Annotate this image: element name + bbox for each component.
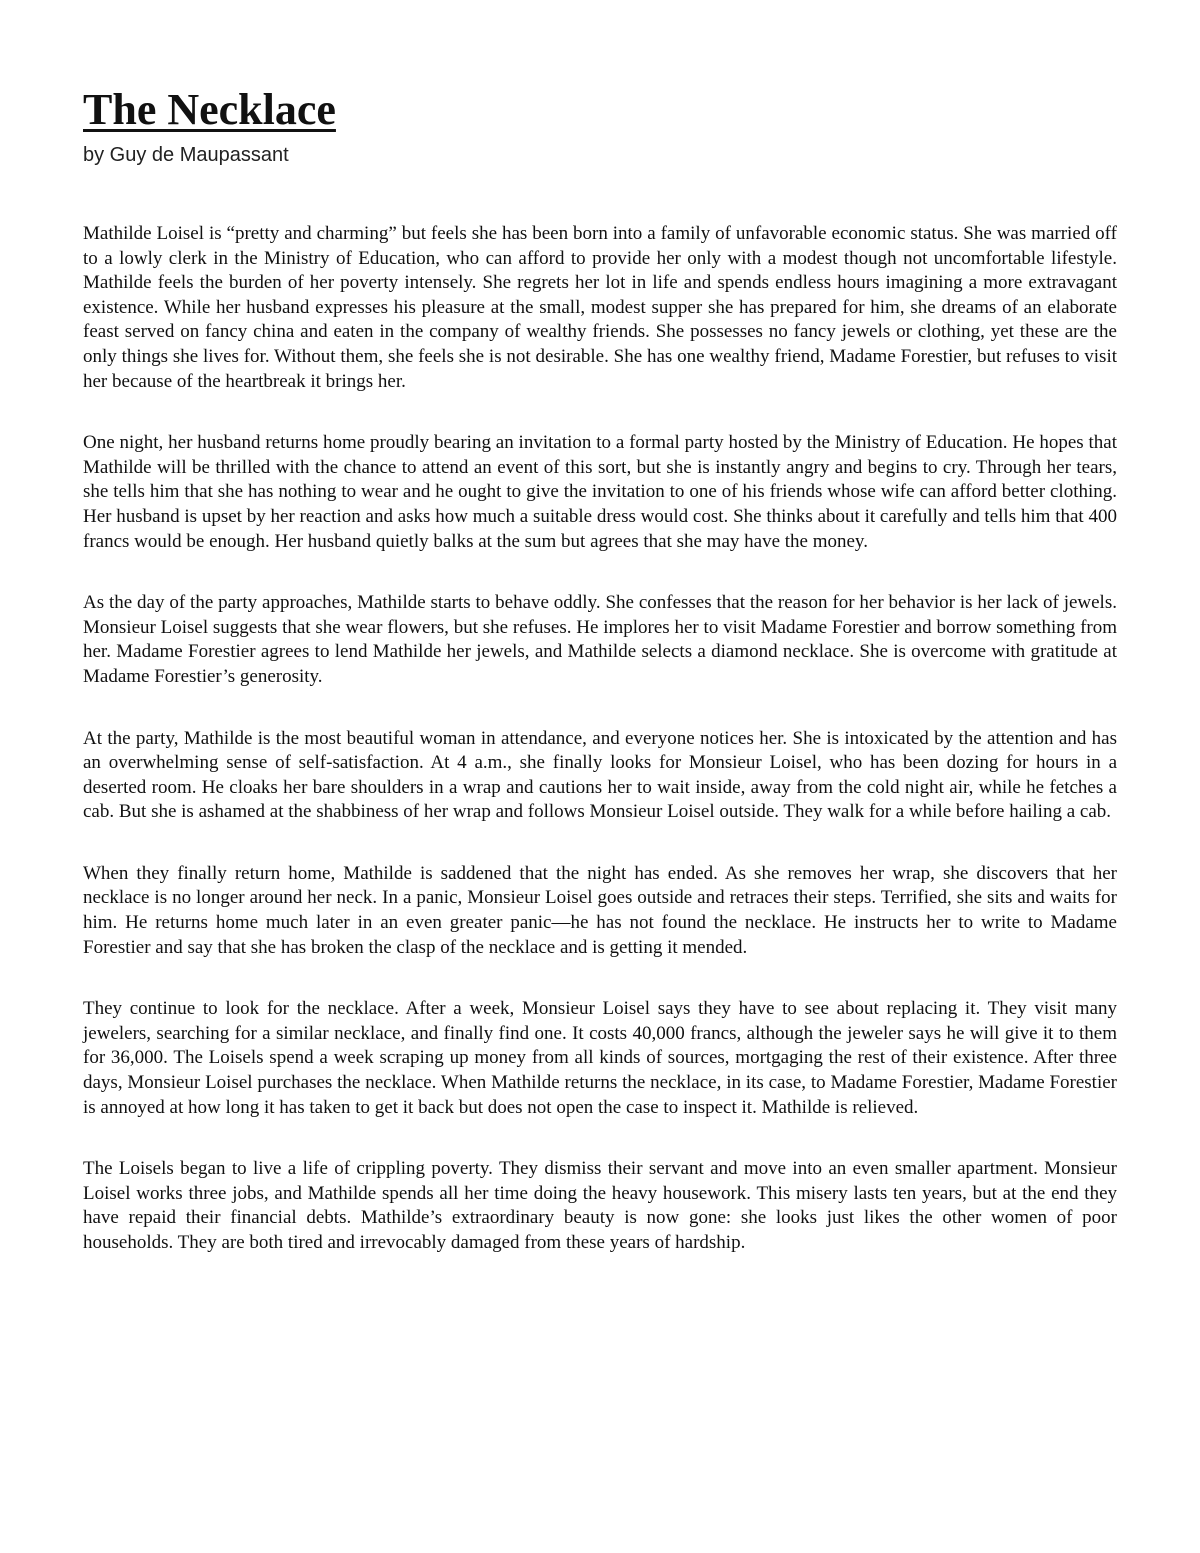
document-byline: by Guy de Maupassant bbox=[83, 144, 289, 166]
paragraph: They continue to look for the necklace. After a week, Monsieur Loisel says they have to see about replacing it. They visit many jewelers, searching for a similar necklace, and finally find one. It costs 40,000 francs, although the jeweler says he will give it to them for 36,000. The Loisels spend a week scraping up money from all kinds of sources, mortgaging the rest of their existence. After three days, Monsieur Loisel purchases the necklace. When Mathilde returns the necklace, in its case, to Madame Forestier, Madame Forestier is annoyed at how long it has taken to get it back but does not open the case to inspect it. Mathilde is relieved. bbox=[83, 998, 1117, 1118]
paragraph: As the day of the party approaches, Mathilde starts to behave oddly. She confesses that the reason for her behavior is her lack of jewels. Monsieur Loisel suggests that she wear flowers, but she refuses. He implores her to visit Madame Forestier and borrow something from her. Madame Forestier agrees to lend Mathilde her jewels, and Mathilde selects a diamond necklace. She is overcome with gratitude at Madame Forestier’s generosity. bbox=[83, 592, 1117, 687]
document-page bbox=[83, 84, 1117, 1293]
document-title: The Necklace bbox=[83, 85, 336, 134]
paragraph: When they finally return home, Mathilde is saddened that the night has ended. As she removes her wrap, she discovers that her necklace is no longer around her neck. In a panic, Monsieur Loisel goes outside and retraces their steps. Terrified, she sits and waits for him. He returns home much later in an even greater panic—he has not found the necklace. He instructs her to write to Madame Forestier and say that she has broken the clasp of the necklace and is getting it mended. bbox=[83, 862, 1117, 958]
paragraph: Mathilde Loisel is “pretty and charming” but feels she has been born into a family of unfavorable economic status. She was married off to a lowly clerk in the Ministry of Education, who can afford to provide her only with a modest though not uncomfortable lifestyle. Mathilde feels the burden of her poverty intensely. She regrets her lot in life and spends endless hours imagining a more extravagant existence. While her husband expresses his pleasure at the small, modest supper she has prepared for him, she dreams of an elaborate feast served on fancy china and eaten in the company of wealthy friends. She possesses no fancy jewels or clothing, yet these are the only things she lives for. Without them, she feels she is not desirable. She has one wealthy friend, Madame Forestier, but refuses to visit her because of the heartbreak it brings her. bbox=[83, 223, 1117, 392]
paragraph: At the party, Mathilde is the most beautiful woman in attendance, and everyone notices her. She is intoxicated by the attention and has an overwhelming sense of self-satisfaction. At 4 a.m., she finally looks for Monsieur Loisel, who has been dozing for hours in a deserted room. He cloaks her bare shoulders in a wrap and cautions her to wait inside, away from the cold night air, while he fetches a cab. But she is ashamed at the shabbiness of her wrap and follows Monsieur Loisel outside. They walk for a while before hailing a cab. bbox=[83, 727, 1117, 823]
paragraph: One night, her husband returns home proudly bearing an invitation to a formal party hosted by the Ministry of Education. He hopes that Mathilde will be thrilled with the chance to attend an event of this sort, but she is instantly angry and begins to cry. Through her tears, she tells him that she has nothing to wear and he ought to give the invitation to one of his friends whose wife can afford better clothing. Her husband is upset by her reaction and asks how much a suitable dress would cost. She thinks about it carefully and tells him that 400 francs would be enough. Her husband quietly balks at the sum but agrees that she may have the money. bbox=[83, 432, 1117, 552]
paragraph: The Loisels began to live a life of crippling poverty. They dismiss their servant and move into an even smaller apartment. Monsieur Loisel works three jobs, and Mathilde spends all her time doing the heavy housework. This misery lasts ten years, but at the end they have repaid their financial debts. Mathilde’s extraordinary beauty is now gone: she looks just likes the other women of poor households. They are both tired and irrevocably damaged from these years of hardship. bbox=[83, 1158, 1117, 1253]
document-body bbox=[83, 222, 1117, 1256]
